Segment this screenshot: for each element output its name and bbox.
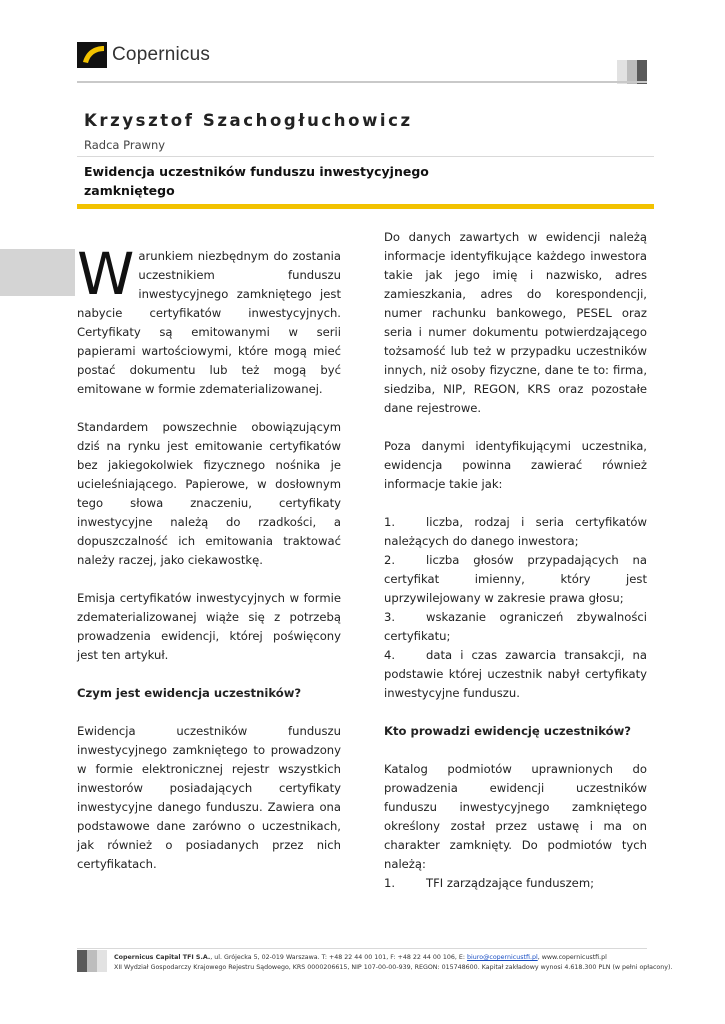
copernicus-logo-icon [77,42,107,68]
paragraph-emission: Emisja certyfikatów inwestycyjnych w formie zdematerializowanej wiąże się z potrzebą prowadzenia ewidencji, której poświęcony jest ten artykuł. [77,591,341,662]
footer-info [114,953,672,972]
footer-address: , ul. Grójecka 5, 02-019 Warszawa. T: +48 22 44 00 101, F: +48 22 44 00 106, E: [210,954,468,961]
intro-paragraph [77,240,341,399]
paragraph-standard: Standardem powszechnie obowiązującym dziś na rynku jest emitowanie certyfikatów bez jakiegokolwiek fizycznego nośnika je ucieleśniającego. Papierowe, w dosłownym tego słowa znaczeniu, certyfikaty inwestycyjne należą do rzadkości, a dopuszczalność ich emitowania traktować należy raczej, jako ciekawostkę. [77,420,341,567]
list-item: 1. TFI zarządzające funduszem; [384,876,595,890]
paragraph-data-contents: Do danych zawartych w ewidencji należą informacje identyfikujące każdego inwestora takie jak jego imię i nazwisko, adres zamieszkania, adres do korespondencji, numer rachunku bankowego, PESEL oraz seria i numer dokumentu potwierdzającego tożsamość lub też w przypadku uczestników innych, niż osoby fizyczne, dane te to: firma, siedziba, NIP, REGON, KRS oraz pozostałe dane rejestrowe. [384,230,647,415]
company-logo [77,42,210,68]
author-divider [77,156,654,157]
paragraph-definition: Ewidencja uczestników funduszu inwestycyjnego zamkniętego to prowadzony w formie elektronicznej rejestr wszystkich inwestorów posiadających certyfikaty inwestycyjne danego funduszu. Zawiera ona podstawowe dane zarówno o uczestnikach, jak również o posiadanych przez nich certyfikatach. [77,724,341,871]
drop-cap: W [77,240,135,308]
footer-line-1 [114,953,672,963]
side-decoration-block [0,249,75,296]
author-role: Radca Prawny [84,138,166,152]
paragraph-additional-info: Poza danymi identyfikującymi uczestnika, ewidencja powinna zawierać również informacje takie jak: [384,439,647,491]
right-column [384,228,647,893]
article-title: Ewidencja uczestników funduszu inwestycyjnego zamkniętego [84,164,429,198]
footer-decoration-bars [77,950,107,972]
footer-company: Copernicus Capital TFI S.A. [114,954,211,961]
footer-line-2: XII Wydział Gospodarczy Krajowego Rejestru Sądowego, KRS 0000206615, NIP 107-00-00-939, REGON: 015748600. Kapitał zakładowy wynosi 4.618.300 PLN (w pełni opłacony). [114,963,673,971]
paragraph-catalog: Katalog podmiotów uprawnionych do prowadzenia ewidencji uczestników funduszu inwestycyjnego zamkniętego określony został przez ustawę i ma on charakter zamknięty. Do podmiotów tych należą: [384,762,647,871]
footer-email-link[interactable]: biuro@copernicustfi.pl [467,954,538,961]
intro-text: arunkiem niezbędnym do zostania uczestnikiem funduszu inwestycyjnego zamkniętego jest nabycie certyfikatów inwestycyjnych. Certyfikaty są emitowanymi w serii papierami wartościowymi, które mogą mieć postać dokumentu lub też mogą być emitowane w formie zdematerializowanej. [77,249,341,396]
list-item: 1. liczba, rodzaj i seria certyfikatów należących do danego inwestora; [384,515,647,548]
list-item: 2. liczba głosów przypadających na certyfikat imienny, który jest uprzywilejowany w zakresie prawa głosu; [384,553,647,605]
author-name: Krzysztof Szachogłuchowicz [84,111,413,130]
list-item: 4. data i czas zawarcia transakcji, na podstawie której uczestnik nabył certyfikaty inwestycyjne funduszu. [384,648,647,700]
footer-divider [77,948,647,949]
brand-name: Copernicus [112,44,211,65]
left-column [77,240,341,874]
header-divider [77,81,647,83]
list-item: 3. wskazanie ograniczeń zbywalności certyfikatu; [384,610,647,643]
title-accent-bar [77,204,654,209]
section-heading-what-is: Czym jest ewidencja uczestników? [77,686,302,700]
section-heading-who-keeps: Kto prowadzi ewidencję uczestników? [384,724,632,738]
footer-website: , www.copernicustfi.pl [537,954,607,961]
